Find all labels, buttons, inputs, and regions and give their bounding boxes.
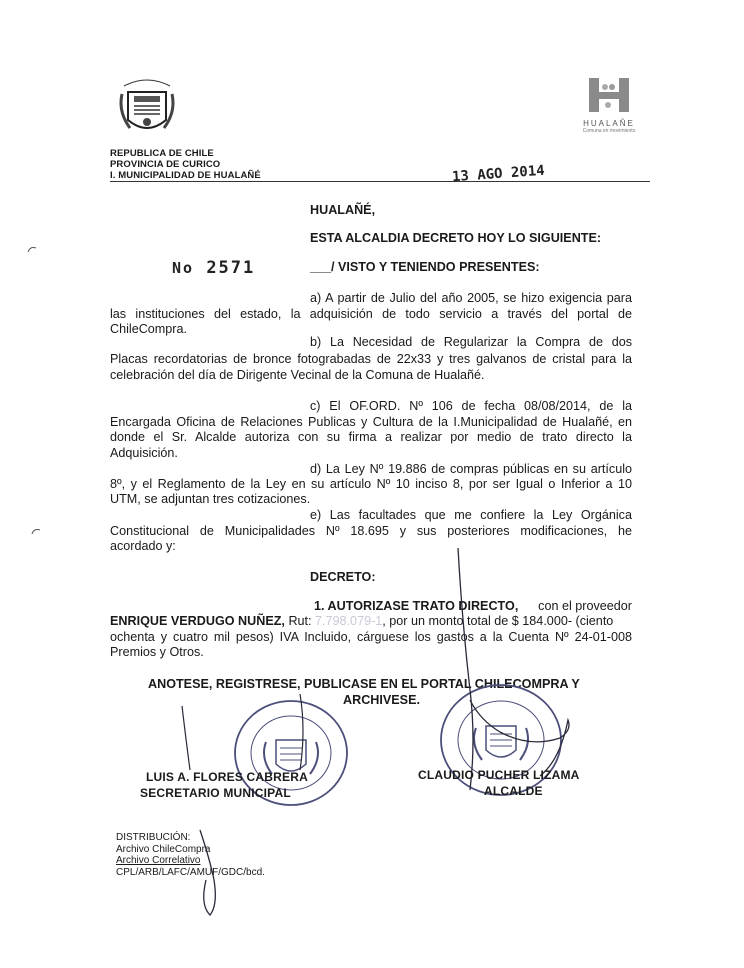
para-d-line-3: UTM, se adjuntan tres cotizaciones. <box>110 492 311 506</box>
provider-name: ENRIQUE VERDUGO NUÑEZ, <box>110 614 285 628</box>
closing-line-2: ARCHIVESE. <box>343 693 420 707</box>
para-c-line-1: c) El OF.ORD. Nº 106 de fecha 08/08/2014, de la <box>310 399 632 413</box>
decree-number-label: No <box>172 259 195 277</box>
decree-intro: ESTA ALCALDIA DECRETO HOY LO SIGUIENTE: <box>310 231 602 245</box>
date-stamp: 13 AGO 2014 <box>451 162 546 186</box>
visto-prefix: ___ <box>310 260 332 274</box>
item1-line-3: ochenta y cuatro mil pesos) IVA Incluido, cárguese los gastos a la Cuenta Nº 24-01-008 <box>110 630 632 644</box>
left-signatory-title: SECRETARIO MUNICIPAL <box>140 786 291 800</box>
visto-text: / VISTO Y TENIENDO PRESENTES: <box>331 260 540 274</box>
rut-label: Rut: <box>288 614 312 628</box>
closing-line-1: ANOTESE, REGISTRESE, PUBLICASE EN EL PORTAL CHILECOMPRA Y <box>148 677 580 691</box>
item1-rest: con el proveedor <box>538 599 632 613</box>
para-c-line-4: Adquisición. <box>110 446 178 460</box>
para-c-line-2: Encargada Oficina de Relaciones Publicas y Cultura de la I.Municipalidad de Hualañé, en <box>110 415 632 429</box>
para-d-line-1: d) La Ley Nº 19.886 de compras públicas en su artículo <box>310 462 632 476</box>
rut-value: 7.798.079-1 <box>315 614 383 628</box>
para-e-line-3: acordado y: <box>110 539 176 553</box>
logo-title: HUALAÑE <box>583 119 635 128</box>
left-signatory-name: LUIS A. FLORES CABRERA <box>146 770 308 784</box>
para-a-line-2: las instituciones del estado, la adquisición de todo servicio a través del portal de <box>110 307 632 321</box>
header-line-country: REPUBLICA DE CHILE <box>110 148 214 159</box>
header-line-province: PROVINCIA DE CURICO <box>110 159 221 170</box>
para-a-line-1: a) A partir de Julio del año 2005, se hizo exigencia para <box>310 291 632 305</box>
para-e-line-2: Constitucional de Municipalidades Nº 18.695 y sus posteriores modificaciones, he <box>110 524 632 538</box>
para-d-line-2: 8º, y el Reglamento de la Ley en su artículo Nº 10 inciso 8, por ser Igual o Inferior a 10 <box>110 477 632 491</box>
right-signatory-title: ALCALDE <box>484 784 543 798</box>
distribution-title: DISTRIBUCIÓN: <box>116 832 191 843</box>
para-b-line-3: celebración del día de Dirigente Vecinal de la Comuna de Hualañé. <box>110 368 485 382</box>
right-signatory-name: CLAUDIO PUCHER LIZAMA <box>418 768 580 782</box>
decreto-title: DECRETO: <box>310 570 376 584</box>
decree-number-value: 2571 <box>206 258 256 278</box>
distribution-line-2: Archivo Correlativo <box>116 855 201 866</box>
item1-line-2-rest: , por un monto total de $ 184.000- (ciento <box>382 614 614 628</box>
distribution-line-3: CPL/ARB/LAFC/AMUF/GDC/bcd. <box>116 866 265 878</box>
para-b-line-2: Placas recordatorias de bronce fotograbadas de 22x33 y tres galvanos de cristal para la <box>110 352 632 366</box>
para-e-line-1: e) Las facultades que me confiere la Ley Orgánica <box>310 508 632 522</box>
para-b-line-1: b) La Necesidad de Regularizar la Compra de dos <box>310 335 632 349</box>
distribution-line-1: Archivo ChileCompra <box>116 843 211 855</box>
para-a-line-3: ChileCompra. <box>110 322 187 336</box>
item1-lead: 1. AUTORIZASE TRATO DIRECTO, <box>314 599 519 613</box>
distribution-block <box>116 832 265 878</box>
logo-tagline: Comuna en movimiento <box>582 128 636 134</box>
header-line-municipality: I. MUNICIPALIDAD DE HUALAÑÉ <box>110 170 261 181</box>
para-c-line-3: donde el Sr. Alcalde autoriza con su firma a realizar por medio de trato directo la <box>110 430 632 444</box>
item1-line-4: Premios y Otros. <box>110 645 204 659</box>
decree-place: HUALAÑÉ, <box>310 203 376 217</box>
